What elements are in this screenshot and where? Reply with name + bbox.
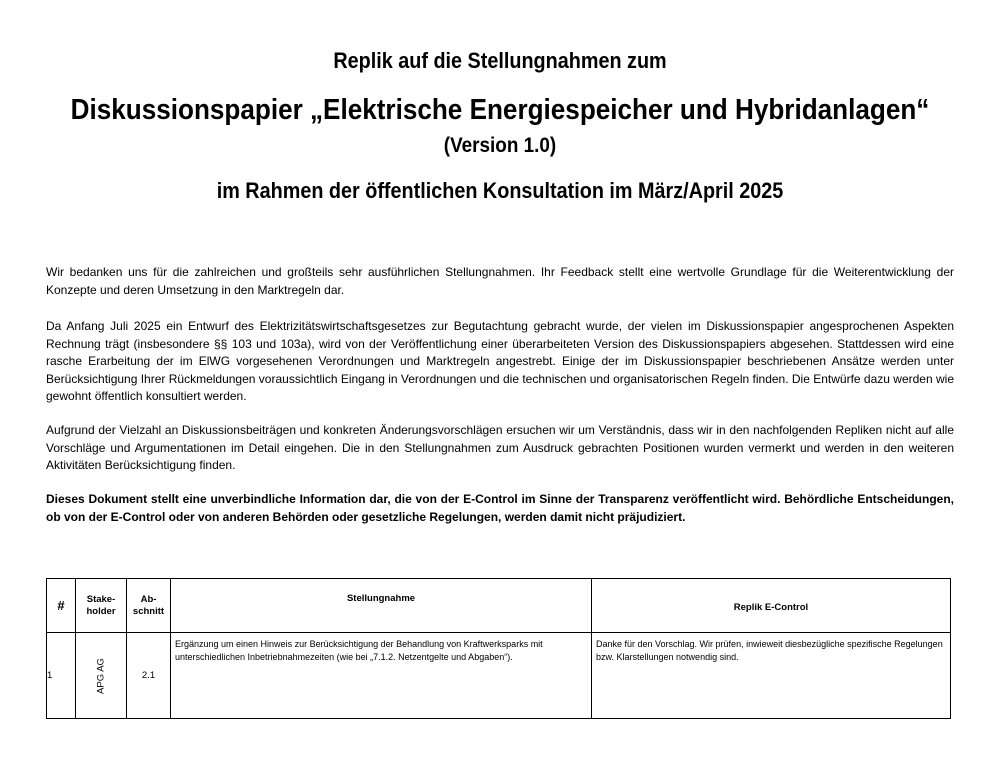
intro-paragraph-understanding: Aufgrund der Vielzahl an Diskussionsbeiträgen und konkreten Änderungsvorschlägen ersuchen wir um Verständnis, dass wir in den nachfolgenden Repliken nicht auf alle Vorschläge und Argumentationen im Detail eingehen. Die in den Stellungnahmen zum Ausdruck gebrachten Positionen wurden vermerkt und werden in den weiteren Aktivitäten Berücksichtigung finden. — [46, 423, 954, 472]
intro-paragraph-thanks: Wir bedanken uns für die zahlreichen und großteils sehr ausführlichen Stellungnahmen. Ihr Feedback stellt eine wertvolle Grundlage für die Weiterentwicklung der Konzepte und deren Umsetzung in den Marktregeln dar. — [46, 265, 954, 297]
row-stakeholder — [76, 633, 127, 719]
header-stakeholder-line1: Stake- — [86, 593, 116, 605]
row-statement: Ergänzung um einen Hinweis zur Berücksichtigung der Behandlung von Kraftwerksparks mit unterschiedlichen Inbetriebnahmezeiten (wie bei „7.1.2. Netzentgelte und Abgaben“). — [171, 633, 592, 719]
header-stakeholder — [76, 579, 127, 633]
title-line-1: Replik auf die Stellungnahmen zum — [333, 48, 667, 73]
header-section-line1: Ab- — [140, 593, 157, 605]
consultation-subtitle: im Rahmen der öffentlichen Konsultation im März/April 2025 — [216, 178, 784, 203]
version-label: (Version 1.0) — [443, 134, 557, 157]
header-section — [127, 579, 171, 633]
replies-table — [46, 578, 951, 719]
header-reply: Replik E-Control — [592, 579, 951, 633]
table-header-row — [47, 579, 951, 633]
header-statement: Stellungnahme — [171, 579, 592, 633]
row-stakeholder-label: APG AG — [95, 657, 107, 694]
document-title: Diskussionspapier „Elektrische Energiespeicher und Hybridanlagen“ — [70, 94, 930, 126]
header-stakeholder-line2: holder — [86, 605, 116, 617]
row-section: 2.1 — [127, 633, 171, 719]
row-number: 1 — [47, 633, 76, 719]
disclaimer-paragraph: Dieses Dokument stellt eine unverbindliche Information dar, die von der E-Control im Sinne der Transparenz veröffentlicht wird. Behördliche Entscheidungen, ob von der E-Control oder von anderen Behörden oder gesetzliche Regelungen, werden damit nicht präjudiziert. — [46, 492, 954, 524]
row-reply: Danke für den Vorschlag. Wir prüfen, inwieweit diesbezügliche spezifische Regelungen bzw. Klarstellungen notwendig sind. — [592, 633, 951, 719]
table-row — [47, 633, 951, 719]
header-section-line2: schnitt — [132, 605, 165, 617]
intro-paragraph-elwg: Da Anfang Juli 2025 ein Entwurf des Elektrizitätswirtschaftsgesetzes zur Begutachtung gebracht wurde, der vielen im Diskussionspapier angesprochenen Aspekten Rechnung trägt (insbesondere §§ 103 und 103a), wird von der Veröffentlichung einer überarbeiteten Version des Diskussionspapiers abgesehen. Stattdessen wird eine rasche Erarbeitung der im ElWG vorgesehenen Verordnungen und Marktregeln angestrebt. Einige der im Diskussionspapier beschriebenen Ansätze werden unter Berücksichtigung Ihrer Rückmeldungen voraussichtlich Eingang in Verordnungen und die technischen und organisatorischen Regeln finden. Die Entwürfe dazu werden wie gewohnt öffentlich konsultiert werden. — [46, 319, 954, 403]
header-number: # — [47, 579, 76, 633]
